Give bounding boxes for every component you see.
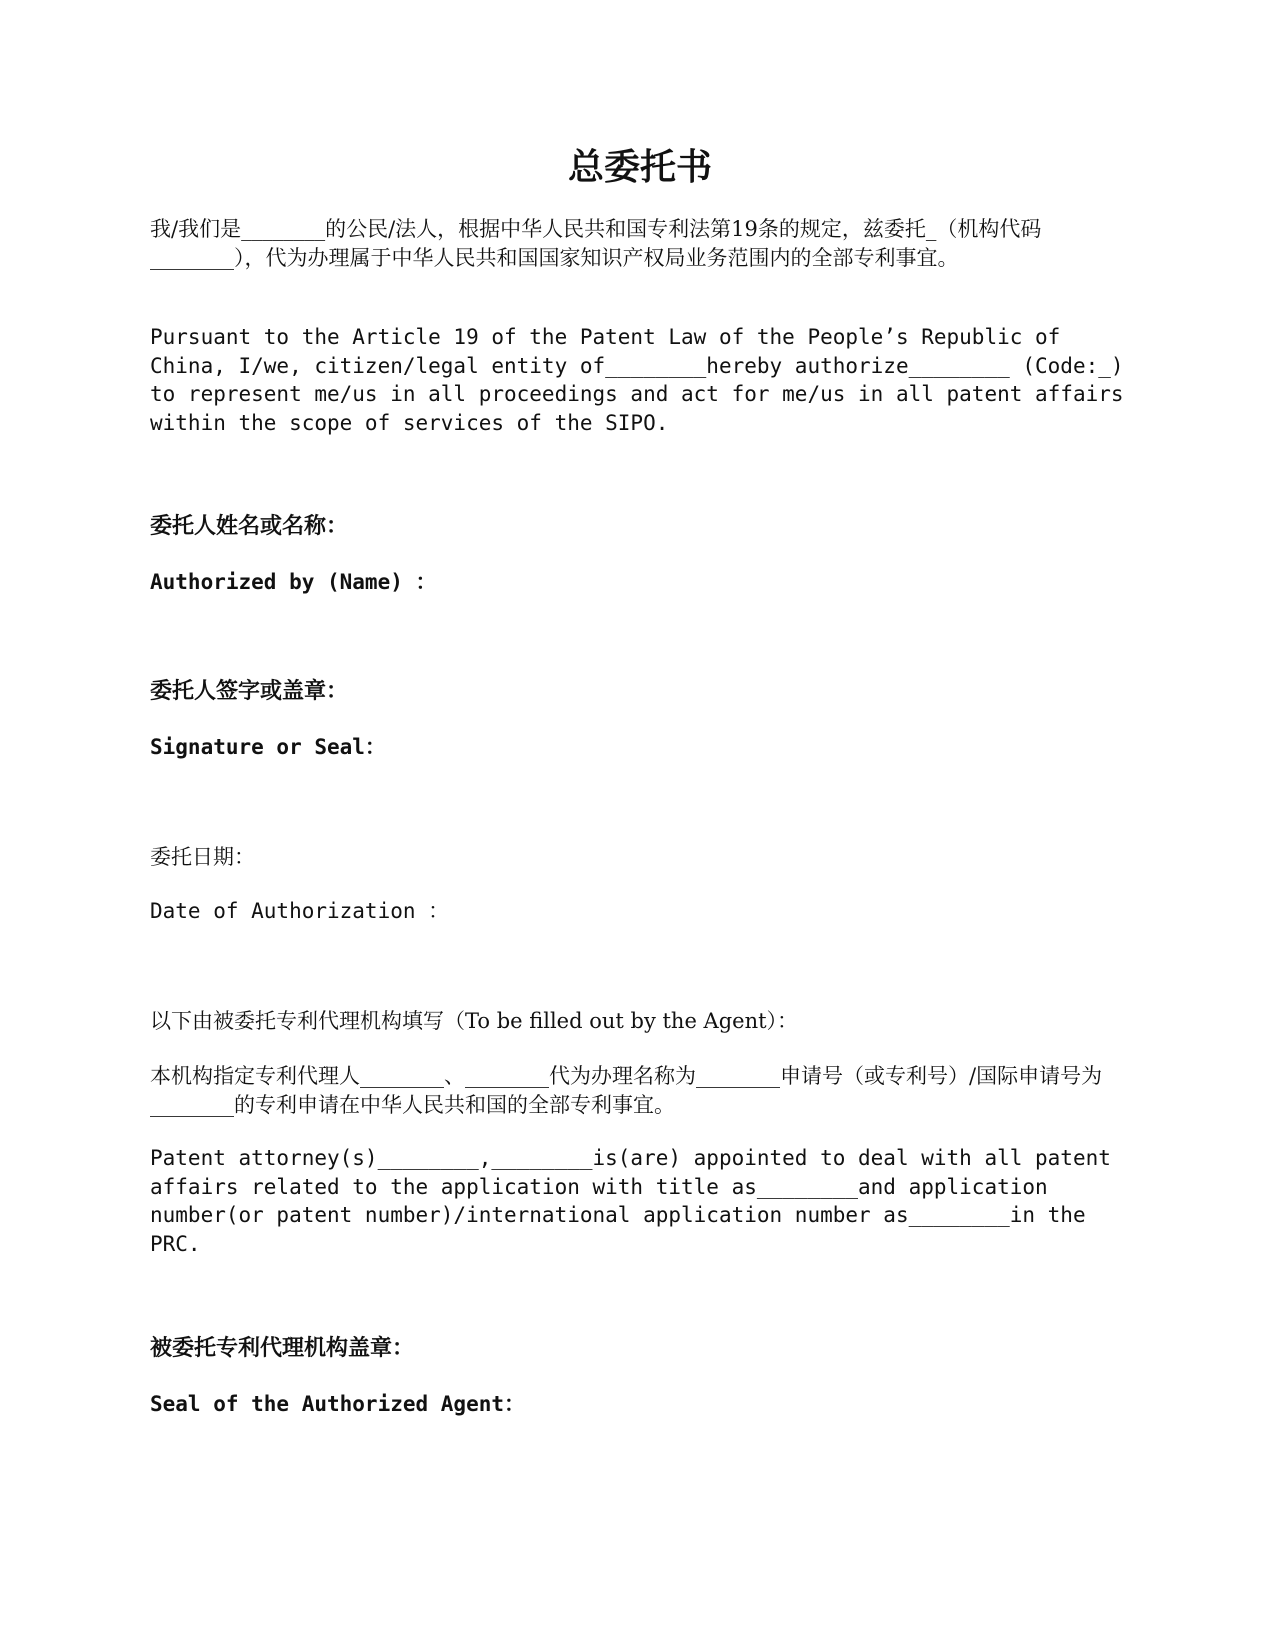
agent-seal-label-zh: 被委托专利代理机构盖章： <box>150 1336 415 1361</box>
principal-name-label-en: Authorized by (Name) ： <box>150 570 437 594</box>
authorization-date-label-zh: 委托日期： <box>150 845 255 869</box>
document-title: 总委托书 <box>567 147 712 188</box>
agent-section-english: Patent attorney(s)________,________is(are) appointed to deal with all patent affairs related to the application with title as________and application number(or patent number)/international application number as________in the PRC. <box>150 1146 1124 1256</box>
agent-seal-label-en: Seal of the Authorized Agent： <box>150 1392 526 1416</box>
principal-name-label-zh: 委托人姓名或名称： <box>150 514 349 539</box>
agent-section-heading: 以下由被委托专利代理机构填写（To be filled out by the Agent）： <box>150 1009 799 1033</box>
intro-chinese: 我/我们是________的公民/法人，根据中华人民共和国专利法第19条的规定，兹委托_（机构代码________），代为办理属于中华人民共和国国家知识产权局业务范围内的全部专利事宜。 <box>150 217 1042 270</box>
authorization-date-label-en: Date of Authorization ： <box>150 899 450 923</box>
agent-section-chinese: 本机构指定专利代理人________、________代为办理名称为________申请号（或专利号）/国际申请号为________的专利申请在中华人民共和国的全部专利事宜。 <box>150 1064 1103 1117</box>
intro-english: Pursuant to the Article 19 of the Patent Law of the People’s Republic of China, I/we, citizen/legal entity of________hereby authorize________ (Code:_) to represent me/us in all proceedings and act for me/us in all patent affairs within the scope of services of the SIPO. <box>150 325 1137 435</box>
principal-signature-label-zh: 委托人签字或盖章： <box>150 679 349 704</box>
principal-signature-label-en: Signature or Seal： <box>150 735 386 759</box>
